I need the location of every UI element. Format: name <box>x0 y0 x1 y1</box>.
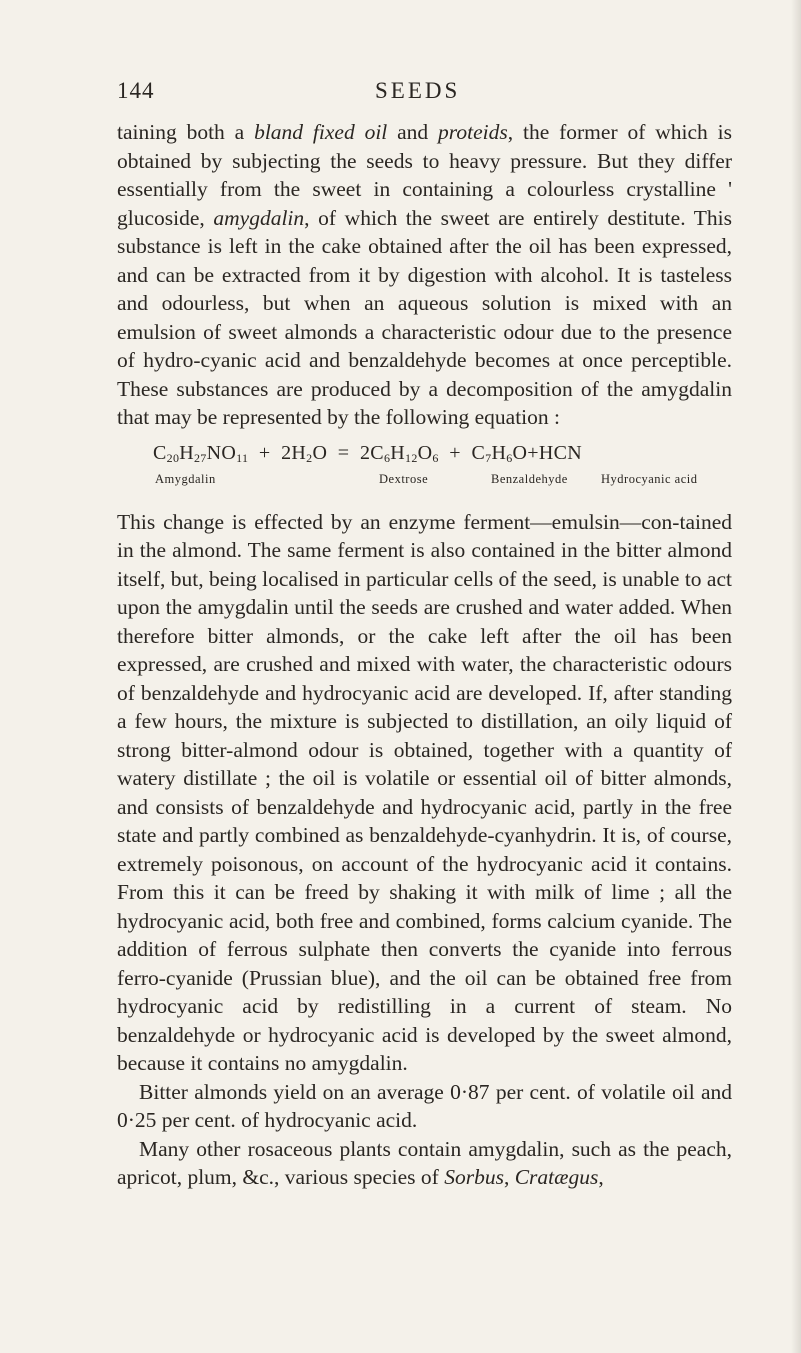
caption-benzaldehyde: Benzaldehyde <box>491 471 568 486</box>
caption-hydrocyanic-acid: Hydrocyanic acid <box>601 471 698 486</box>
paragraph-3: Bitter almonds yield on an average 0·87 per cent. of volatile oil and 0·25 per cent. of hydrocyanic acid. <box>117 1079 732 1132</box>
formula-amygdalin: $C_{20}H_{27}NO_{11}$ <box>153 441 249 465</box>
formula-hcn: HCN <box>538 441 582 464</box>
chemical-equation <box>117 442 732 496</box>
formula-dextrose: $2C_6H_{12}O_6$ <box>360 441 439 465</box>
page-header <box>117 78 717 118</box>
caption-amygdalin: Amygdalin <box>155 471 216 486</box>
term-bland-fixed-oil: bland fixed oil <box>254 120 388 144</box>
plus-sign: + <box>258 441 271 464</box>
page-edge-shadow <box>791 0 801 1353</box>
plus-sign: + <box>527 441 539 464</box>
running-title: SEEDS <box>375 78 461 103</box>
equals-sign: = <box>337 441 350 464</box>
term-sorbus: Sorbus <box>444 1165 504 1189</box>
paragraph-4: Many other rosaceous plants contain amygdalin, such as the peach, apricot, plum, &c., various species of Sorbus, Cratægus, <box>117 1136 732 1189</box>
page-number: 144 <box>117 78 155 103</box>
term-amygdalin: amygdalin <box>213 205 305 230</box>
formula-water: $2H_2O$ <box>281 441 328 465</box>
plus-sign: + <box>449 441 461 464</box>
caption-dextrose: Dextrose <box>379 471 429 486</box>
equation-line <box>153 442 713 466</box>
body-text <box>117 118 732 1192</box>
formula-benzaldehyde: $C_7H_6O$ <box>471 441 528 465</box>
paragraph-2: This change is effected by an enzyme ferment—emulsin—con-tained in the almond. The same ferment is also contained in the bitter almond itself, but, being localised in particular cells of the seed, is unable to act upon the amygdalin until the seeds are crushed and water added. When therefore bitter almonds, or the cake left after the oil has been expressed, are crushed and mixed with water, the characteristic odours of benzaldehyde and hydrocyanic acid are developed. If, after standing a few hours, the mixture is subjected to distillation, an oily liquid of strong bitter-almond odour is obtained, together with a quantity of watery distillate ; the oil is volatile or essential oil of bitter almonds, and consists of benzaldehyde and hydrocyanic acid, partly in the free state and partly combined as benzaldehyde-cyanhydrin. It is, of course, extremely poisonous, on account of the hydrocyanic acid it contains. From this it can be freed by shaking it with milk of lime ; all the hydrocyanic acid, both free and combined, forms calcium cyanide. The addition of ferrous sulphate then converts the cyanide into ferrous ferro-cyanide (Prussian blue), and the oil can be obtained free from hydrocyanic acid by redistilling in a current of steam. No benzaldehyde or hydrocyanic acid is developed by the sweet almond, because it contains no amygdalin. <box>117 509 732 1075</box>
term-proteids: proteids <box>438 120 508 144</box>
paragraph-1: taining both a bland fixed oil and proteids, the former of which is obtained by subjecting the seeds to heavy pressure. But they differ essentially from the sweet in containing a colourless crystalline ' glucoside, amygdalin, of which the sweet are entirely destitute. This substance is left in the cake obtained after the oil has been expressed, and can be extracted from it by digestion with alcohol. It is tasteless and odourless, but when an aqueous solution is mixed with an emulsion of sweet almonds a characteristic odour due to the presence of hydro-cyanic acid and benzaldehyde becomes at once perceptible. These substances are produced by a decomposition of the amygdalin that may be represented by the following equation : <box>117 120 733 429</box>
term-crataegus: Cratægus <box>514 1165 599 1189</box>
